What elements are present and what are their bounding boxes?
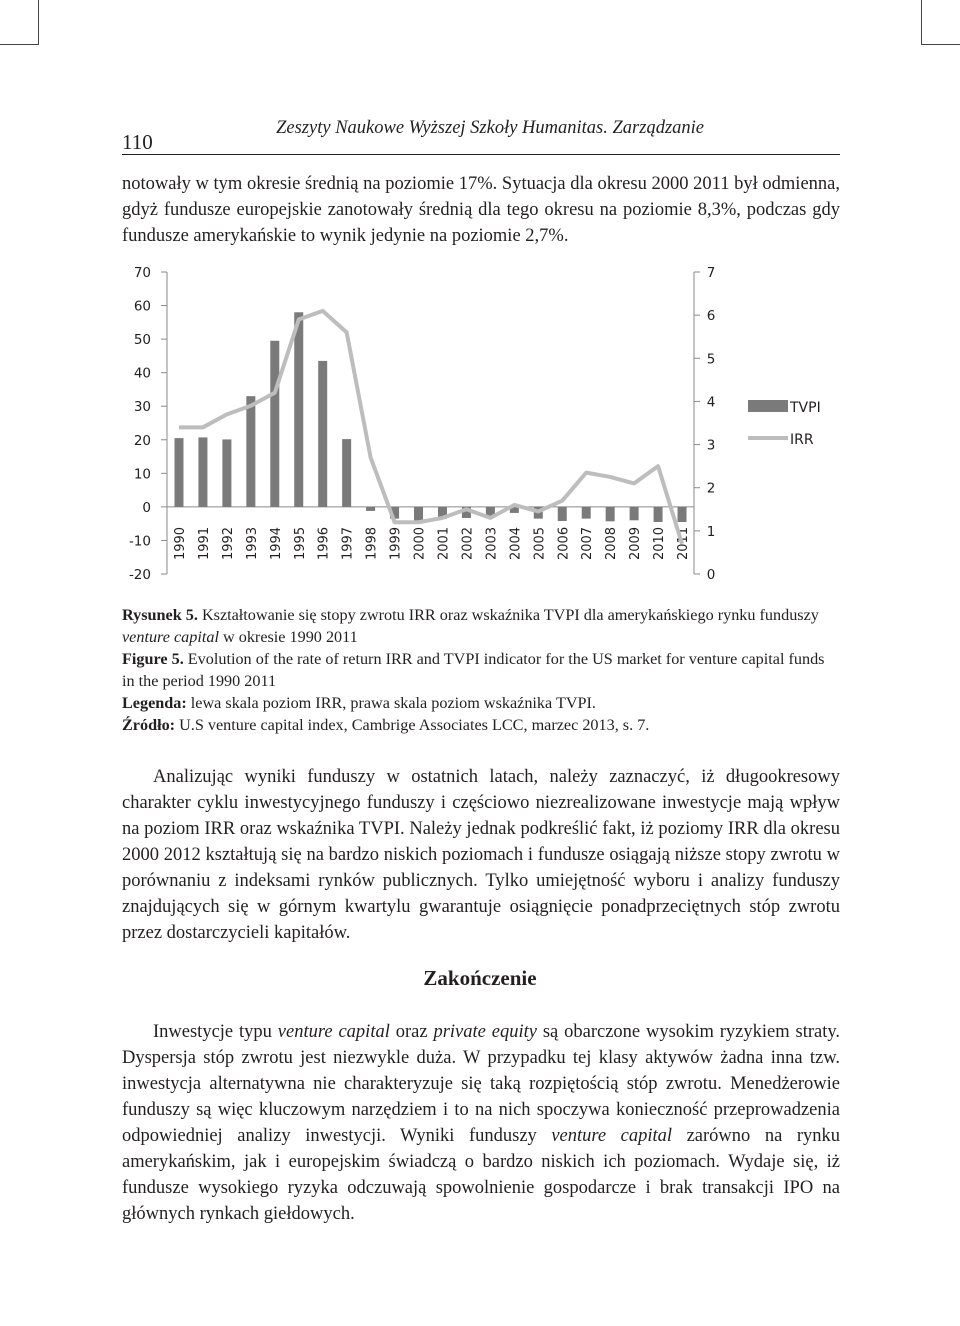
x-tick-label: 2001 [436,526,452,560]
tvpi-bar [294,312,303,507]
analysis-paragraph: Analizując wyniki funduszy w ostatnich latach, należy zaznaczyć, iż długookresowy charakter cyklu inwestycyjnego funduszy i częściowo niezrealizowane inwestycje mają wpływ na poziom IRR oraz wskaźnika TVPI. Należy jednak podkreślić fakt, iż poziomy IRR dla okresu 2000 2012 kształtują się na bardzo niskich poziomach i fundusze osiągają niższe stopy zwrotu w porównaniu z indeksami rynków publicznych. Tylko umiejętność wyboru i analizy funduszy znajdujących się w górnym kwartylu gwarantuje osiągnięcie ponadprzeciętnych stóp zwrotu przez dostarczycieli kapitałów. [122,767,840,943]
page-number: 110 [122,130,153,154]
legend-label-irr: IRR [790,432,814,448]
left-tick-label: 50 [133,332,151,349]
left-tick-label: 60 [133,298,151,315]
right-tick-label: 3 [706,437,716,454]
x-tick-label: 2005 [532,526,548,560]
x-tick-label: 1992 [220,526,236,560]
x-tick-label: 2007 [580,526,596,560]
right-tick-label: 1 [706,523,716,540]
caption-label-pl: Rysunek 5. [122,606,198,624]
tvpi-bar [270,341,279,507]
right-tick-label: 5 [706,351,716,368]
right-tick-label: 4 [706,394,716,411]
figure-caption [122,604,840,736]
conclusion-paragraph: Inwestycje typu venture capital oraz private equity są obarczone wysokim ryzykiem straty. Dyspersja stóp zwrotu jest niezwykle duża. W przypadku tej klasy aktywów żadna inna tzw. inwestycja alternatywna nie charakteryzuje się taką rozpiętością stóp zwrotu. Menedżerowie funduszy są więc kluczowym narzędziem i to na nich spoczywa konieczność przeprowadzenia odpowiedniej analizy inwestycji. Wyniki funduszy venture capital zarówno na rynku amerykańskim, jak i europejskim świadczą o bardzo niskich ich poziomach. Wydaje się, iż fundusze wysokiego ryzyka odczuwają spowolnienie gospodarcze i brak transakcji IPO na głównych rynkach giełdowych. [122,1022,841,1224]
x-tick-label: 2011 [676,526,692,560]
x-tick-label: 2002 [460,526,476,560]
x-tick-label: 1999 [388,526,404,560]
caption-source: Źródło: U.S venture capital index, Cambrige Associates LCC, marzec 2013, s. 7. [122,716,650,734]
left-tick-label: 10 [133,466,151,483]
tvpi-bar [630,507,639,520]
right-tick-label: 0 [706,567,716,583]
tvpi-bar [198,437,207,506]
x-tick-label: 1995 [292,526,308,560]
journal-title: Zeszyty Naukowe Wyższej Szkoły Humanitas. Zarządzanie [276,118,704,138]
caption-label-en: Figure 5. [122,650,184,668]
legend-swatch-tvpi [748,400,788,412]
section-title: Zakończenie [423,966,537,990]
tvpi-bar [342,439,351,507]
tvpi-bar [366,507,375,511]
tvpi-bar [558,507,567,521]
x-tick-label: 1991 [196,526,212,560]
x-tick-label: 1996 [316,526,332,560]
x-tick-label: 2000 [412,526,428,560]
left-tick-label: -10 [128,533,151,550]
x-tick-label: 1993 [244,526,260,560]
irr-tvpi-chart [0,0,960,600]
left-tick-label: -20 [128,567,151,583]
x-tick-label: 2009 [628,526,644,560]
x-tick-label: 2010 [652,526,668,560]
right-tick-label: 7 [706,265,716,281]
left-tick-label: 70 [133,265,151,281]
tvpi-bar [606,507,615,521]
tvpi-bar [318,361,327,507]
caption-english: Figure 5. Evolution of the rate of return IRR and TVPI indicator for the US market for venture capital funds in the period 1990 2011 [122,650,825,690]
tvpi-bar [246,396,255,507]
x-tick-label: 2008 [604,526,620,560]
x-tick-label: 1998 [364,526,380,560]
x-tick-label: 2004 [508,526,524,560]
left-tick-label: 20 [133,432,151,449]
legend-label-tvpi: TVPI [790,400,821,416]
x-tick-label: 1990 [172,526,188,560]
left-tick-label: 0 [142,499,151,516]
x-tick-label: 2003 [484,526,500,560]
tvpi-bar [582,507,591,519]
tvpi-bar [174,438,183,507]
x-tick-label: 2006 [556,526,572,560]
caption-legend: Legenda: lewa skala poziom IRR, prawa skala poziom wskaźnika TVPI. [122,694,596,712]
x-tick-label: 1994 [268,526,284,560]
tvpi-bar [678,507,687,522]
tvpi-bar [222,439,231,506]
intro-paragraph: notowały w tym okresie średnią na poziomie 17%. Sytuacja dla okresu 2000 2011 był odmienna, gdyż fundusze europejskie zanotowały średnią dla tego okresu na poziomie 8,3%, podczas gdy fundusze amerykańskie to wynik jedynie na poziomie 2,7%. [122,174,840,246]
right-tick-label: 6 [706,308,716,325]
left-tick-label: 40 [133,365,151,382]
caption-polish: Rysunek 5. Kształtowanie się stopy zwrotu IRR oraz wskaźnika TVPI dla amerykańskiego rynku funduszy venture capital w okresie 1990 2011 [122,606,819,646]
right-tick-label: 2 [706,480,716,497]
tvpi-bar [654,507,663,522]
x-tick-label: 1997 [340,526,356,560]
left-tick-label: 30 [133,399,151,416]
